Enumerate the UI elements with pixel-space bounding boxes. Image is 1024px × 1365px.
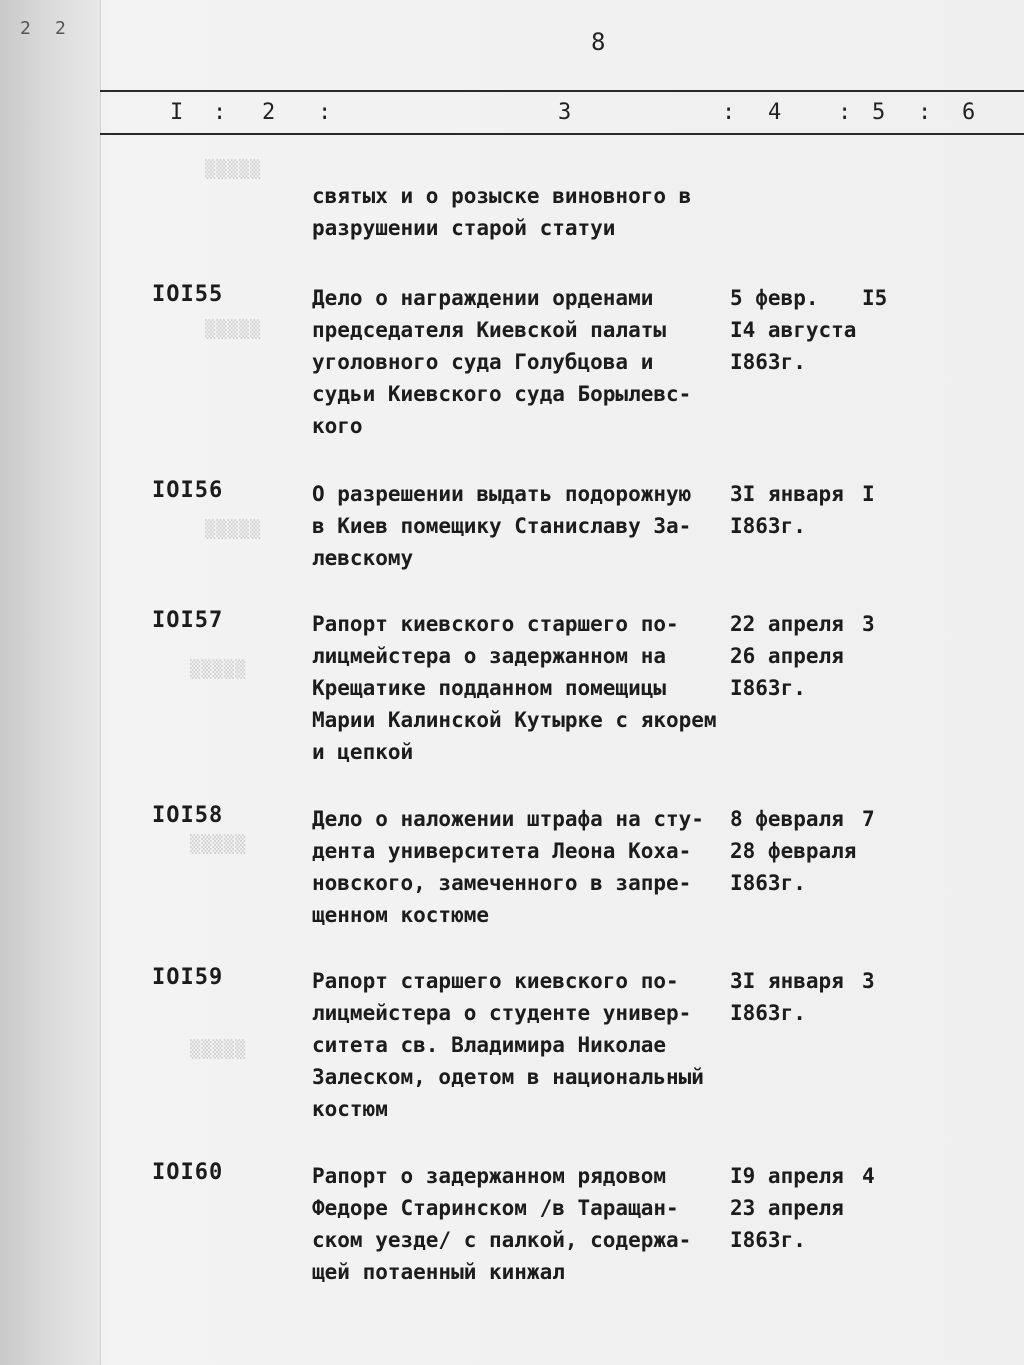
bleed-through-number: ▒▒▒▒▒ xyxy=(190,835,247,855)
column-header-4: 4 xyxy=(768,100,782,125)
header-rule-top xyxy=(100,90,1024,92)
bleed-through-number: ▒▒▒▒▒ xyxy=(190,1040,247,1060)
side-mark: 2 xyxy=(55,18,66,39)
column-separator: : xyxy=(213,100,227,125)
column-header-3: 3 xyxy=(558,100,572,125)
entry-description: О разрешении выдать подорожную в Киев помещику Станиславу За- левскому xyxy=(312,482,692,570)
entry-description: Рапорт старшего киевского по- лицмейстера о студенте универ- ситета св. Владимира Николае Залеском, одетом в национальный костюм xyxy=(312,969,704,1121)
entry-number: IOI55 xyxy=(152,282,224,307)
entry-sheets: I xyxy=(862,482,875,506)
entry-description: Рапорт о задержанном рядовом Федоре Старинском /в Таращан- ском уезде/ с палкой, содержа- щей потаенный кинжал xyxy=(312,1164,692,1284)
column-header-6: 6 xyxy=(962,100,976,125)
entry-dates: 8 февраля 28 февраля I863г. xyxy=(730,807,857,895)
column-separator: : xyxy=(838,100,852,125)
entry-sheets: 3 xyxy=(862,969,875,993)
side-mark: 2 xyxy=(20,18,31,39)
bleed-through-number: ▒▒▒▒▒ xyxy=(205,160,262,180)
entry-number: IOI60 xyxy=(152,1160,224,1185)
entry-number: IOI57 xyxy=(152,608,224,633)
entry-number: IOI56 xyxy=(152,478,224,503)
entry-sheets: 3 xyxy=(862,612,875,636)
column-header-2: 2 xyxy=(262,100,276,125)
entry-dates: 22 апреля 26 апреля I863г. xyxy=(730,612,844,700)
entry-sheets: I5 xyxy=(862,286,888,310)
entry-dates: I9 апреля 23 апреля I863г. xyxy=(730,1164,844,1252)
column-separator: : xyxy=(318,100,332,125)
entry-dates: 3I января I863г. xyxy=(730,969,844,1025)
column-separator: : xyxy=(722,100,736,125)
column-separator: : xyxy=(918,100,932,125)
column-header-5: 5 xyxy=(872,100,886,125)
entry-sheets: 4 xyxy=(862,1164,875,1188)
entry-description: святых и о розыске виновного в разрушении старой статуи xyxy=(312,184,692,240)
entry-dates: 3I января I863г. xyxy=(730,482,844,538)
entry-description: Дело о наложении штрафа на сту- дента университета Леона Коха- новского, замеченного в запре- щенном костюме xyxy=(312,807,704,927)
page-number: 8 xyxy=(591,28,606,56)
entry-number: IOI59 xyxy=(152,965,224,990)
adjacent-page-edge xyxy=(0,0,101,1365)
bleed-through-number: ▒▒▒▒▒ xyxy=(205,520,262,540)
entry-dates: 5 февр. I4 августа I863г. xyxy=(730,286,857,374)
entry-number: IOI58 xyxy=(152,803,224,828)
bleed-through-number: ▒▒▒▒▒ xyxy=(190,660,247,680)
bleed-through-number: ▒▒▒▒▒ xyxy=(205,320,262,340)
column-header-1: I xyxy=(170,100,184,125)
entry-description: Дело о награждении орденами председателя Киевской палаты уголовного суда Голубцова и судьи Киевского суда Борылевс- кого xyxy=(312,286,692,438)
entry-description: Рапорт киевского старшего по- лицмейстера о задержанном на Крещатике подданном помещицы Марии Калинской Кутырке с якорем и цепкой xyxy=(312,612,717,764)
header-rule-bottom xyxy=(100,133,1024,135)
entry-sheets: 7 xyxy=(862,807,875,831)
